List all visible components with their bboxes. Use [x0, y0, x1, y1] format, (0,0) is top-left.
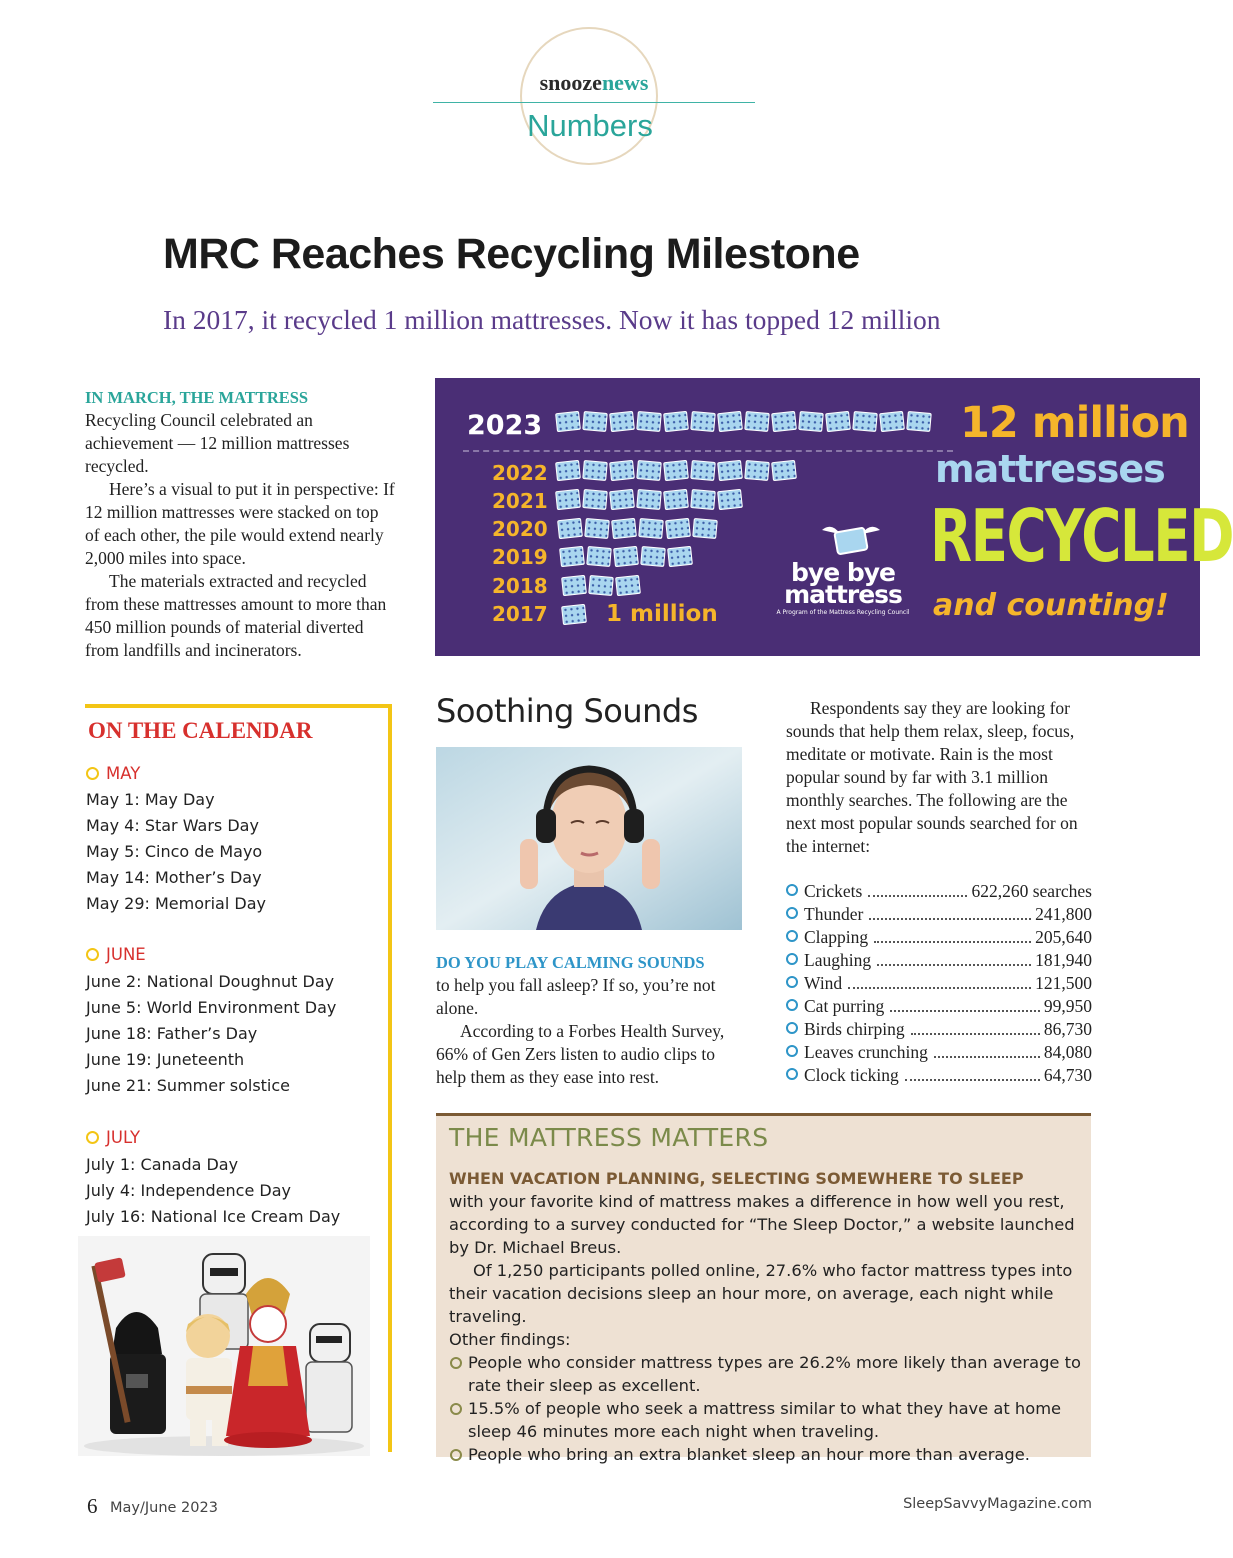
sounds-body [436, 951, 748, 1089]
mattress-icon [717, 411, 743, 432]
mattress-icon [609, 489, 635, 510]
mattress-icon [690, 460, 716, 481]
mattress-icon [638, 518, 664, 539]
finding-item: People who bring an extra blanket sleep an hour more than average. [449, 1443, 1081, 1466]
circle-bullet-icon [786, 976, 798, 988]
mattress-icon [586, 546, 612, 567]
mattress-icon [559, 546, 585, 567]
mattress-icon [825, 411, 851, 432]
start-count-label: 1 million [606, 601, 718, 627]
circle-bullet-icon [786, 930, 798, 942]
article-intro [85, 386, 397, 662]
mattress-icon [852, 411, 878, 432]
circle-bullet-icon [786, 1045, 798, 1057]
winged-mattress-icon [818, 520, 884, 560]
mattress-icon [690, 411, 716, 432]
mattress-icon [582, 460, 608, 481]
article-paragraph-2: Here’s a visual to put it in perspective: If 12 million mattresses were stacked on top of each other, the pile would extend nearly 2,000 miles into space. [85, 479, 395, 568]
circle-bullet-icon [450, 1449, 462, 1461]
milestone-number: 12 million [960, 398, 1189, 448]
mattress-icon [611, 518, 637, 539]
mattress-icon [717, 489, 743, 510]
mattress-icon [640, 546, 666, 567]
circle-bullet-icon [86, 1131, 99, 1144]
mattress-icon [663, 411, 689, 432]
year-label: 2020 [492, 517, 548, 541]
mattress-icon [744, 460, 770, 481]
mattress-icon [771, 411, 797, 432]
year-label: 2021 [492, 489, 548, 513]
mattress-icon [636, 460, 662, 481]
circle-bullet-icon [786, 907, 798, 919]
calendar-event: May 1: May Day [86, 790, 215, 809]
mattress-icon [561, 604, 587, 625]
article-lead-in: IN MARCH, THE MATTRESS [85, 388, 309, 407]
calendar-event: June 2: National Doughnut Day [86, 972, 335, 991]
issue-date: May/June 2023 [110, 1500, 218, 1516]
circle-bullet-icon [86, 948, 99, 961]
calendar-border-top [85, 704, 392, 708]
mattress-icon [555, 460, 581, 481]
sound-item: Thunder 241,800 [786, 903, 1092, 926]
magazine-website: SleepSavvyMagazine.com [903, 1496, 1092, 1512]
mattress-row-2019 [560, 547, 692, 566]
circle-bullet-icon [786, 1068, 798, 1080]
calendar-event: June 19: Juneteenth [86, 1050, 245, 1069]
mattress-row-2018 [562, 576, 640, 595]
mattress-row-2021 [556, 490, 742, 509]
sound-item: Crickets 622,260 searches [786, 880, 1092, 903]
calendar-list-may [86, 787, 266, 917]
bye-bye-mattress-logo: bye bye mattress A Program of the Mattress Recycling Council [776, 558, 910, 616]
sounds-paragraph-2: According to a Forbes Health Survey, 66% of Gen Zers listen to audio clips to help them as they ease into rest. [436, 1021, 725, 1087]
mattress-icon [667, 546, 693, 567]
mattress-icon [584, 518, 610, 539]
mattress-icon [663, 460, 689, 481]
respondents-text [786, 697, 1092, 858]
mattress-icon [582, 489, 608, 510]
circle-bullet-icon [786, 999, 798, 1011]
mattress-row-2023 [556, 412, 931, 431]
calendar-border-right [388, 704, 392, 1452]
sound-item: Wind 121,500 [786, 972, 1092, 995]
circle-bullet-icon [86, 767, 99, 780]
sound-item: Cat purring 99,950 [786, 995, 1092, 1018]
mattress-icon [906, 411, 932, 432]
year-label: 2017 [492, 602, 548, 626]
mattress-icon [588, 575, 614, 596]
calendar-event: June 5: World Environment Day [86, 998, 337, 1017]
mattress-matters-title: THE MATTRESS MATTERS [449, 1123, 769, 1152]
mattress-icon [665, 518, 691, 539]
soothing-sounds-title: Soothing Sounds [436, 692, 698, 730]
toy-figures-photo [78, 1236, 370, 1456]
mattress-icon [636, 489, 662, 510]
mattress-icon [555, 411, 581, 432]
year-label: 2018 [492, 574, 548, 598]
milestone-tagline: and counting! [933, 588, 1169, 623]
header-circle-ornament [520, 27, 658, 165]
sound-item: Laughing 181,940 [786, 949, 1092, 972]
mattress-icon [561, 575, 587, 596]
article-subhead: In 2017, it recycled 1 million mattresses. Now it has topped 12 million [163, 304, 941, 335]
article-paragraph-1: Recycling Council celebrated an achievement — 12 million mattresses recycled. [85, 410, 350, 476]
finding-item: 15.5% of people who seek a mattress similar to what they have at home sleep 46 minutes more each night when traveling. [449, 1397, 1081, 1443]
sounds-lead-in: DO YOU PLAY CALMING SOUNDS [436, 953, 705, 972]
mattress-matters-paragraph-3: Other findings: [449, 1330, 571, 1349]
year-label: 2019 [492, 545, 548, 569]
mattress-matters-paragraph-1: with your favorite kind of mattress makes a difference in how well you rest, according to a survey conducted for “The Sleep Doctor,” a website launched by Dr. Michael Breus. [449, 1192, 1075, 1257]
mattress-icon [613, 546, 639, 567]
mattress-icon [692, 518, 718, 539]
circle-bullet-icon [786, 884, 798, 896]
mattress-icon [555, 489, 581, 510]
article-headline: MRC Reaches Recycling Milestone [163, 230, 860, 278]
calendar-event: May 14: Mother’s Day [86, 868, 262, 887]
calendar-month-may: MAY [86, 764, 140, 783]
sound-item: Leaves crunching 84,080 [786, 1041, 1092, 1064]
sound-item: Clock ticking 64,730 [786, 1064, 1092, 1087]
respondents-paragraph: Respondents say they are looking for sounds that help them relax, sleep, focus, meditate or motivate. Rain is the most popular sound by far with 3.1 million monthly searches. The following are the next most popular sounds searched for on the internet: [786, 698, 1078, 856]
calendar-event: May 5: Cinco de Mayo [86, 842, 263, 861]
infographic-divider [463, 450, 953, 452]
calendar-event: July 1: Canada Day [86, 1155, 239, 1174]
circle-bullet-icon [450, 1403, 462, 1415]
calendar-event: July 4: Independence Day [86, 1181, 291, 1200]
header-rule [433, 102, 755, 103]
mattress-matters-body [449, 1167, 1081, 1466]
mattress-matters-lead-in: WHEN VACATION PLANNING, SELECTING SOMEWHERE TO SLEEP [449, 1169, 1024, 1188]
woman-headphones-photo [436, 747, 742, 930]
sound-item: Clapping 205,640 [786, 926, 1092, 949]
mattress-icon [582, 411, 608, 432]
popular-sounds-list [786, 880, 1092, 1087]
mattress-icon [744, 411, 770, 432]
milestone-word: mattresses [935, 447, 1165, 491]
mattress-row-2017 [562, 605, 586, 624]
calendar-list-june [86, 969, 336, 1099]
calendar-month-june: JUNE [86, 945, 146, 964]
calendar-event: May 4: Star Wars Day [86, 816, 259, 835]
mattress-row-2022 [556, 461, 796, 480]
mattress-icon [798, 411, 824, 432]
mattress-icon [615, 575, 641, 596]
brand-logo: snoozenews [539, 70, 649, 95]
sounds-paragraph-1: to help you fall asleep? If so, you’re not alone. [436, 975, 716, 1018]
mattress-icon [879, 411, 905, 432]
calendar-event: June 18: Father’s Day [86, 1024, 258, 1043]
calendar-list-july [86, 1152, 340, 1230]
page-number: 6 [87, 1494, 98, 1518]
circle-bullet-icon [786, 1022, 798, 1034]
mattress-icon [636, 411, 662, 432]
year-label: 2022 [492, 461, 548, 485]
calendar-event: July 16: National Ice Cream Day [86, 1207, 341, 1226]
article-paragraph-3: The materials extracted and recycled from these mattresses amount to more than 450 million pounds of material diverted from landfills and incinerators. [85, 571, 387, 660]
mattress-row-2020 [558, 519, 717, 538]
mattress-icon [663, 489, 689, 510]
mattress-icon [771, 460, 797, 481]
findings-list [449, 1351, 1081, 1466]
circle-bullet-icon [450, 1357, 462, 1369]
mattress-icon [557, 518, 583, 539]
calendar-event: May 29: Memorial Day [86, 894, 266, 913]
mattress-icon [690, 489, 716, 510]
mattress-icon [717, 460, 743, 481]
calendar-event: June 21: Summer solstice [86, 1076, 291, 1095]
circle-bullet-icon [786, 953, 798, 965]
year-label: 2023 [467, 410, 543, 441]
calendar-title: ON THE CALENDAR [88, 718, 313, 743]
mattress-matters-paragraph-2: Of 1,250 participants polled online, 27.6% who factor mattress types into their vacation decisions sleep an hour more, on average, each night while traveling. [449, 1261, 1073, 1326]
mattress-icon [609, 460, 635, 481]
calendar-month-july: JULY [86, 1128, 140, 1147]
mattress-icon [609, 411, 635, 432]
milestone-recycled: RECYCLED [930, 494, 1233, 578]
sound-item: Birds chirping 86,730 [786, 1018, 1092, 1041]
finding-item: People who consider mattress types are 26.2% more likely than average to rate their sleep as excellent. [449, 1351, 1081, 1397]
section-title: Numbers [527, 108, 653, 143]
